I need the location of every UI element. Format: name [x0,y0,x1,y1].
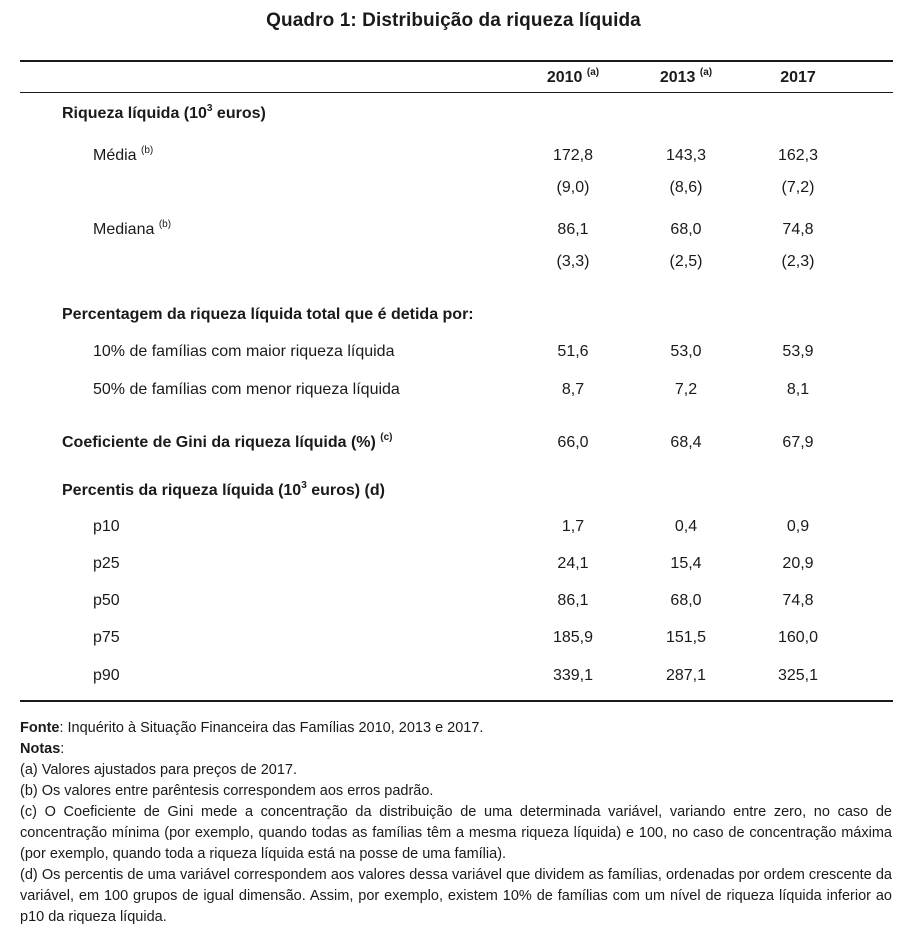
row-label-p50: p50 [93,592,120,609]
row-label-mean: Média $^{(b)}$ [93,145,154,164]
footnotes [20,718,892,928]
section-header-net-wealth: Riqueza líquida ($10^3$ euros) [62,103,266,122]
section-header-share: Percentagem da riqueza líquida total que é detida por: [62,306,474,323]
top10-2013: 53,0 [670,343,702,360]
column-header-2017: 2017 [780,69,816,86]
column-header-2013: 2013 $^{(a)}$ [659,67,713,86]
top10-2010: 51,6 [557,343,589,360]
median-2010: 86,1 [557,221,589,238]
mean-se-2010: (9,0) [556,179,590,196]
row-label-p25: p25 [93,555,120,572]
median-2013: 68,0 [670,221,702,238]
median-se-2013: (2,5) [669,253,703,270]
mean-se-2013: (8,6) [669,179,703,196]
median-se-2017: (2,3) [781,253,815,270]
mean-2013: 143,3 [665,147,707,164]
p75-2017: 160,0 [777,629,819,646]
p10-2017: 0,9 [786,518,810,535]
p75-2013: 151,5 [665,629,707,646]
table-title: Quadro 1: Distribuição da riqueza líquida [266,10,641,31]
p10-2010: 1,7 [561,518,585,535]
header-rule [20,92,893,93]
p50-2010: 86,1 [557,592,589,609]
bottom50-2013: 7,2 [674,381,698,398]
p50-2017: 74,8 [782,592,814,609]
row-label-bottom50: 50% de famílias com menor riqueza líquida [93,381,400,398]
note-c: (c) O Coeficiente de Gini mede a concentração da distribuição de uma determinada variável, variando entre zero, no caso de concentração mínima (por exemplo, quando todas as famílias têm a mesma riqueza líquida) e 100, no caso de concentração máxima (por exemplo, quando toda a riqueza líquida está na posse de uma família). [20,804,892,862]
p90-2017: 325,1 [777,667,819,684]
gini-2010: 66,0 [557,434,589,451]
row-label-gini: Coeficiente de Gini da riqueza líquida (%) $^{(c)}$ [62,432,393,451]
mean-2010: 172,8 [552,147,594,164]
bottom50-2017: 8,1 [786,381,810,398]
row-label-p75: p75 [93,629,120,646]
median-2017: 74,8 [782,221,814,238]
p75-2010: 185,9 [552,629,594,646]
p10-2013: 0,4 [674,518,698,535]
p50-2013: 68,0 [670,592,702,609]
notes-heading: Notas: [20,741,65,757]
bottom50-2010: 8,7 [561,381,585,398]
section-header-percentiles: Percentis da riqueza líquida ($10^3$ euros) (d) [62,480,385,499]
top10-2017: 53,9 [782,343,814,360]
p90-2010: 339,1 [552,667,594,684]
mean-se-2017: (7,2) [781,179,815,196]
row-label-p90: p90 [93,667,120,684]
mean-2017: 162,3 [777,147,819,164]
note-b: (b) Os valores entre parêntesis correspondem aos erros padrão. [20,783,434,799]
row-label-p10: p10 [93,518,120,535]
median-se-2010: (3,3) [556,253,590,270]
p25-2010: 24,1 [557,555,589,572]
p25-2017: 20,9 [782,555,814,572]
note-a: (a) Valores ajustados para preços de 2017. [20,762,298,778]
top-rule [20,60,893,62]
row-label-median: Mediana $^{(b)}$ [93,219,172,238]
p90-2013: 287,1 [665,667,707,684]
column-header-2010: 2010 $^{(a)}$ [546,67,600,86]
gini-2013: 68,4 [670,434,702,451]
gini-2017: 67,9 [782,434,814,451]
p25-2013: 15,4 [670,555,702,572]
bottom-rule [20,700,893,702]
row-label-top10: 10% de famílias com maior riqueza líquida [93,343,395,360]
source-line: Fonte: Inquérito à Situação Financeira das Famílias 2010, 2013 e 2017. [20,720,484,736]
note-d: (d) Os percentis de uma variável correspondem aos valores dessa variável que dividem as famílias, ordenadas por ordem crescente da variável, em 100 grupos de igual dimensão. Assim, por exemplo, existem 10% de famílias com um nível de riqueza líquida inferior ao p10 da riqueza líquida. [20,867,892,925]
